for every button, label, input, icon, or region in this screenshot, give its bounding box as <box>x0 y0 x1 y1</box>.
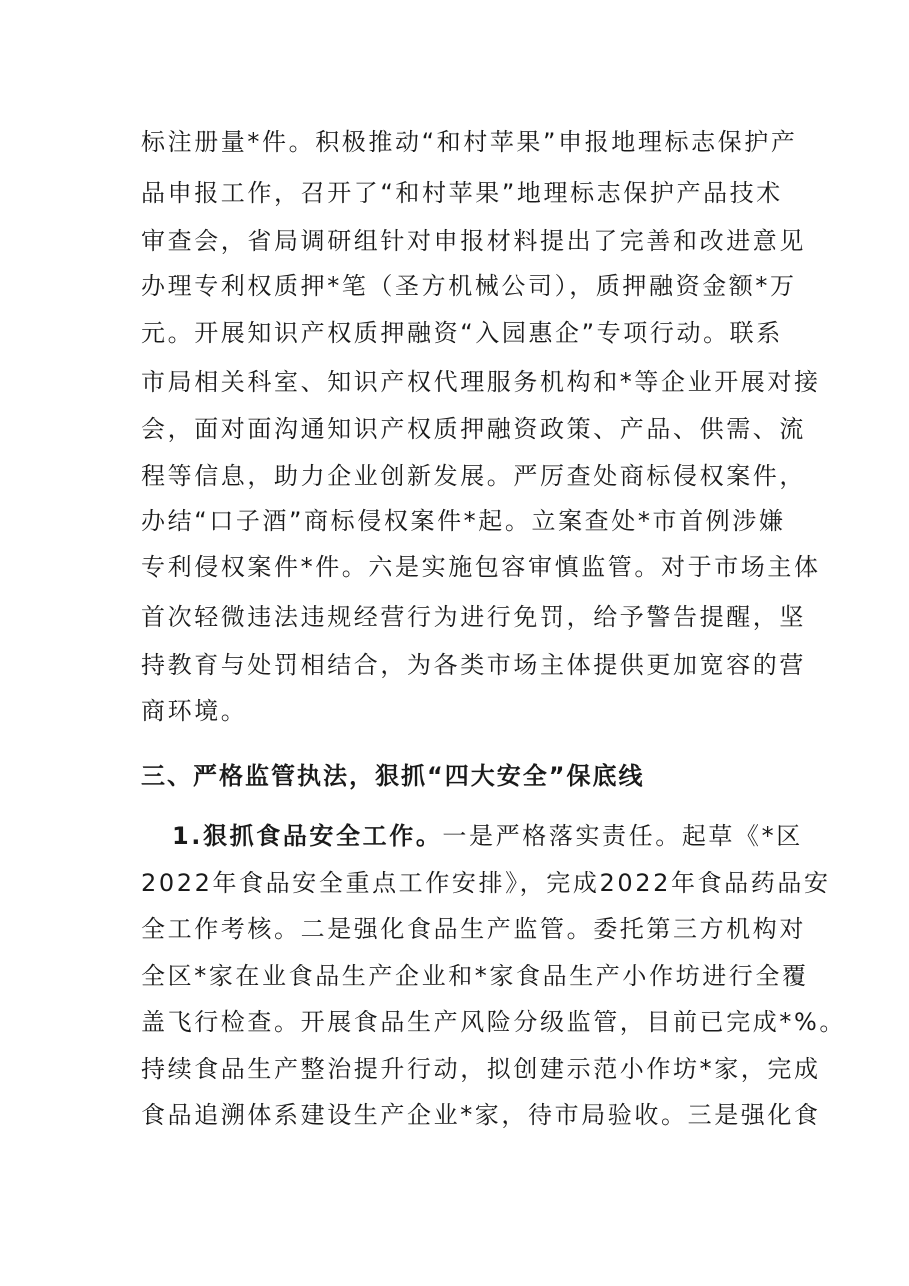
body-text-line: 品申报工作，召开了“和村苹果”地理标志保护产品技术 <box>141 179 783 207</box>
body-text-line: 程等信息，助力企业创新发展。严厉查处商标侵权案件， <box>141 462 806 490</box>
body-text-line: 盖飞行检查。开展食品生产风险分级监管，目前已完成*%。 <box>141 1008 847 1036</box>
body-text-line: 标注册量*件。积极推动“和村苹果”申报地理标志保护产 <box>141 128 798 156</box>
section-heading: 三、严格监管执法，狠抓“四大安全”保底线 <box>141 762 645 790</box>
body-text-line: 商环境。 <box>141 697 248 725</box>
subsection-title: 1.狠抓食品安全工作。 <box>172 822 443 850</box>
body-text-line: 持续食品生产整治提升行动，拟创建示范小作坊*家，完成 <box>141 1055 821 1083</box>
subsection-first-line-text: 一是严格落实责任。起草《*区 <box>442 822 803 850</box>
body-text-line: 元。开展知识产权质押融资“入园惠企”专项行动。联系 <box>141 319 783 347</box>
body-text-line: 全区*家在业食品生产企业和*家食品生产小作坊进行全覆 <box>141 962 809 990</box>
body-text-line: 食品追溯体系建设生产企业*家，待市局验收。三是强化食 <box>141 1101 821 1129</box>
body-text-line: 审查会，省局调研组针对申报材料提出了完善和改进意见 <box>141 227 806 255</box>
subsection-first-line <box>172 815 812 857</box>
body-text-line: 持教育与处罚相结合，为各类市场主体提供更加宽容的营 <box>141 651 806 679</box>
body-text-line: 市局相关科室、知识产权代理服务机构和*等企业开展对接 <box>141 368 821 396</box>
body-text-line: 办结“口子酒”商标侵权案件*起。立案查处*市首例涉嫌 <box>141 507 786 535</box>
body-text-line: 2022年食品安全重点工作安排》，完成2022年食品药品安 <box>141 869 831 897</box>
body-text-line: 会，面对面沟通知识产权质押融资政策、产品、供需、流 <box>141 415 806 443</box>
body-text-line: 办理专利权质押*笔（圣方机械公司），质押融资金额*万 <box>141 272 797 300</box>
body-text-line: 专利侵权案件*件。六是实施包容审慎监管。对于市场主体 <box>141 553 821 581</box>
body-text-line: 全工作考核。二是强化食品生产监管。委托第三方机构对 <box>141 915 806 943</box>
body-text-line: 首次轻微违法违规经营行为进行免罚，给予警告提醒，坚 <box>141 603 806 631</box>
